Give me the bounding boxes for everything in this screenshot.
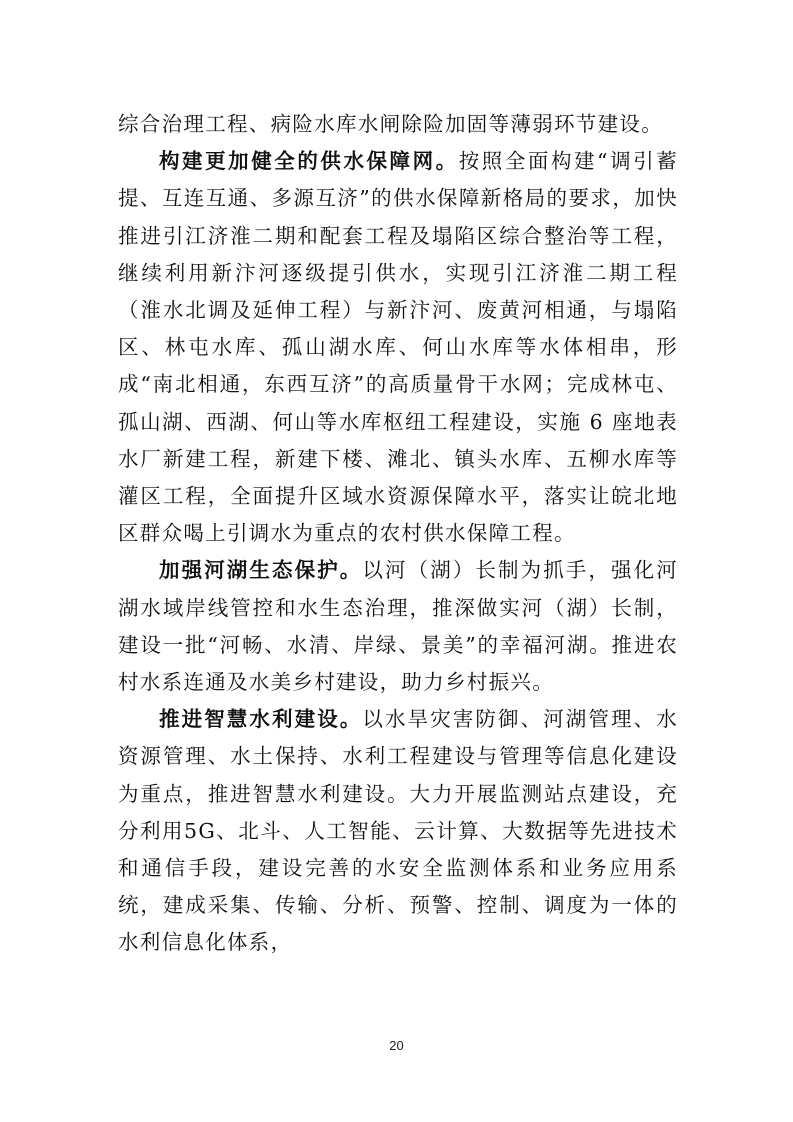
body-text — [118, 106, 678, 962]
paragraph-heading: 推进智慧水利建设。 — [159, 707, 363, 732]
paragraph-ecology — [118, 552, 678, 701]
paragraph-text: 以水旱灾害防御、河湖管理、水资源管理、水土保持、水利工程建设与管理等信息化建设为重点，推进智慧水利建设。大力开展监测站点建设，充分利用5G、北斗、人工智能、云计算、大数据等先进技术和通信手段，建设完善的水安全监测体系和业务应用系统，建成采集、传输、分析、预警、控制、调度为一体的水利信息化体系， — [118, 707, 679, 955]
page-number: 20 — [389, 1038, 404, 1053]
paragraph-text: 按照全面构建“调引蓄提、互连互通、多源互济”的供水保障新格局的要求，加快推进引江济淮二期和配套工程及塌陷区综合整治等工程，继续利用新汴河逐级提引供水，实现引江济淮二期工程（淮水北调及延伸工程）与新汴河、废黄河相通，与塌陷区、林屯水库、孤山湖水库、何山水库等水体相串，形成“南北相通，东西互济”的高质量骨干水网；完成林屯、孤山湖、西湖、何山等水库枢纽工程建设，实施 6 座地表水厂新建工程，新建下楼、滩北、镇头水库、五柳水库等灌区工程，全面提升区域水资源保障水平，落实让皖北地区群众喝上引调水为重点的农村供水保障工程。 — [118, 149, 678, 546]
paragraph-text: 以河（湖）长制为抓手，强化河湖水域岸线管控和水生态治理，推深做实河（湖）长制，建设一批“河畅、水清、岸绿、景美”的幸福河湖。推进农村水系连通及水美乡村建设，助力乡村振兴。 — [118, 558, 679, 695]
paragraph-continuation — [118, 106, 678, 143]
paragraph-water-supply — [118, 143, 678, 552]
paragraph-heading: 加强河湖生态保护。 — [159, 558, 363, 583]
paragraph-heading: 构建更加健全的供水保障网。 — [159, 149, 459, 174]
paragraph-text: 综合治理工程、病险水库水闸除险加固等薄弱环节建设。 — [118, 112, 663, 136]
paragraph-smart-water — [118, 701, 678, 961]
